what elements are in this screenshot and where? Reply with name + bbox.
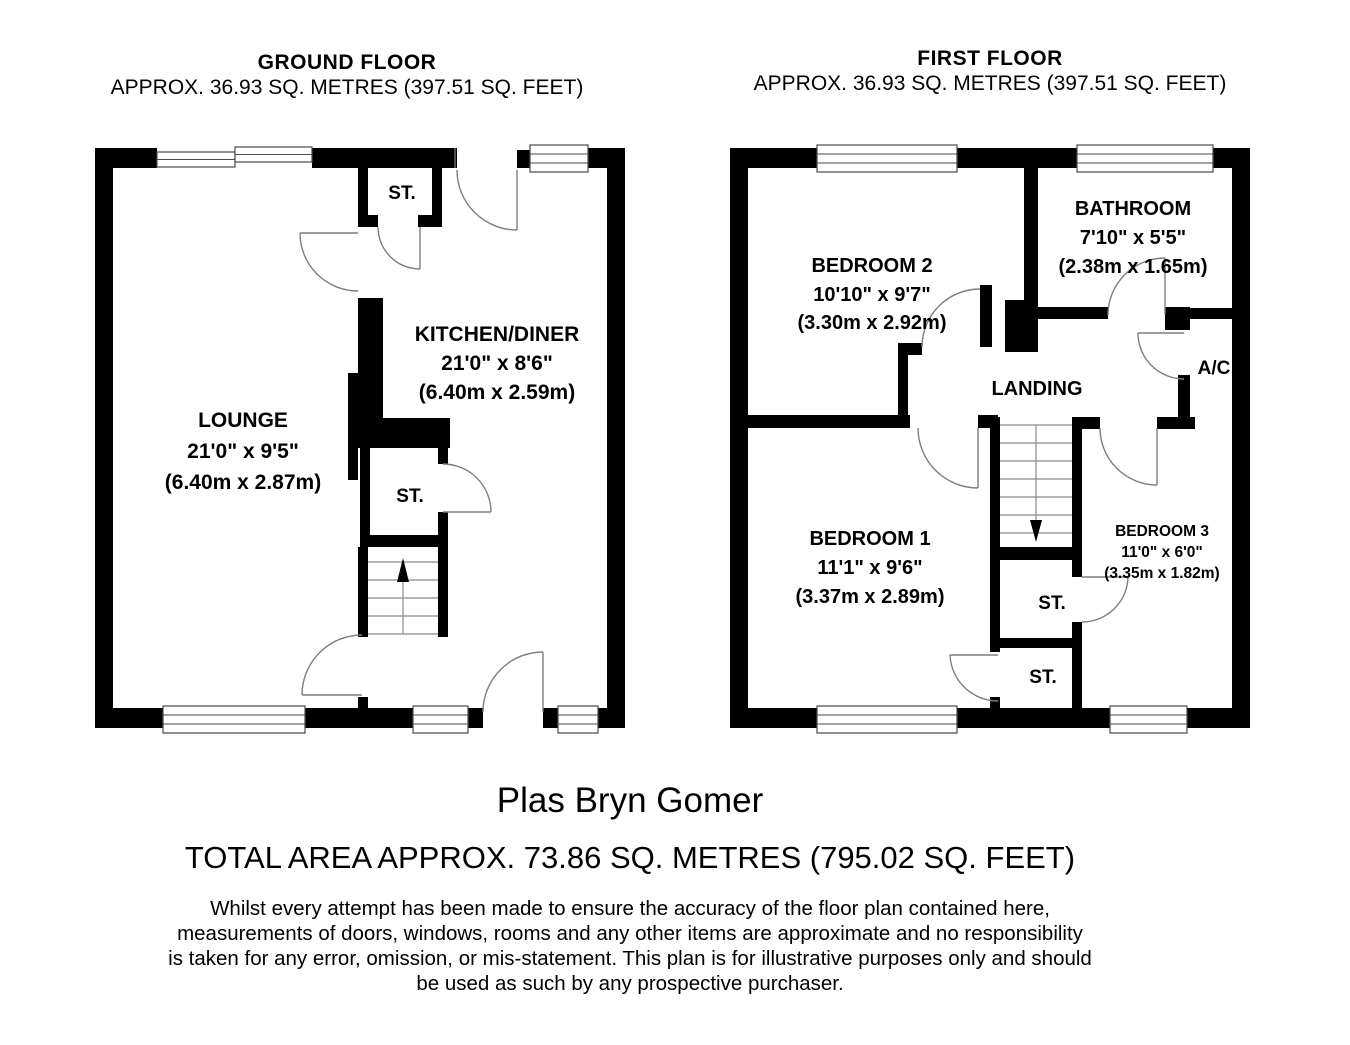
disclaimer-line-3: is taken for any error, omission, or mis-statement. This plan is for illustrative purposes only and should [168, 947, 1092, 970]
ff-bedroom2-size-imperial: 10'10" x 9'7" [813, 284, 931, 306]
ff-bedroom1-size-metric: (3.37m x 2.89m) [795, 586, 945, 608]
first-floor-plan [730, 47, 1250, 733]
gf-lounge-name: LOUNGE [198, 409, 288, 432]
footer [168, 781, 1092, 995]
gf-kitchen-size-metric: (6.40m x 2.59m) [418, 381, 576, 404]
gf-kitchen-name: KITCHEN/DINER [414, 323, 580, 346]
disclaimer-line-2: measurements of doors, windows, rooms and any other items are approximate and no responsibility [177, 922, 1083, 945]
ff-bedroom1-size-imperial: 11'1" x 9'6" [817, 557, 923, 579]
ff-store-lower-label: ST. [1029, 667, 1057, 688]
ff-store-upper-label: ST. [1038, 593, 1066, 614]
ff-airing-cupboard-label: A/C [1197, 358, 1231, 379]
ground-floor-plan [95, 51, 625, 733]
ff-landing-label: LANDING [991, 378, 1083, 400]
gf-interior-walls [348, 168, 450, 710]
gf-store-top-label: ST. [388, 183, 416, 204]
ff-bathroom-size-metric: (2.38m x 1.65m) [1058, 256, 1208, 278]
ff-stairs [1000, 425, 1072, 542]
property-name: Plas Bryn Gomer [496, 781, 764, 820]
ff-bathroom-name: BATHROOM [1074, 198, 1192, 220]
gf-lounge-size-imperial: 21'0" x 9'5" [187, 440, 299, 463]
ff-bedroom3-size-metric: (3.35m x 1.82m) [1104, 565, 1220, 582]
gf-store-mid-label: ST. [396, 486, 424, 507]
gf-lounge-size-metric: (6.40m x 2.87m) [164, 471, 322, 494]
ff-bedroom1-name: BEDROOM 1 [809, 528, 931, 550]
ground-floor-subtitle: APPROX. 36.93 SQ. METRES (397.51 SQ. FEET) [110, 76, 584, 99]
ff-bedroom3-name: BEDROOM 3 [1115, 523, 1209, 540]
disclaimer-line-4: be used as such by any prospective purchaser. [416, 972, 844, 995]
gf-kitchen-size-imperial: 21'0" x 8'6" [441, 352, 553, 375]
first-floor-title: FIRST FLOOR [917, 47, 1063, 70]
ff-bedroom3-size-imperial: 11'0" x 6'0" [1121, 544, 1203, 561]
first-floor-subtitle: APPROX. 36.93 SQ. METRES (397.51 SQ. FEET) [753, 72, 1227, 95]
total-area: TOTAL AREA APPROX. 73.86 SQ. METRES (795.02 SQ. FEET) [184, 840, 1076, 875]
ff-bedroom2-size-metric: (3.30m x 2.92m) [797, 312, 947, 334]
disclaimer-line-1: Whilst every attempt has been made to ensure the accuracy of the floor plan contained here, [210, 897, 1050, 920]
ff-interior-walls [748, 168, 1248, 710]
ground-floor-title: GROUND FLOOR [257, 51, 437, 74]
gf-stairs [368, 558, 438, 634]
ff-bathroom-size-imperial: 7'10" x 5'5" [1079, 227, 1187, 249]
ff-stairs-down-arrow [1030, 520, 1042, 542]
ff-bedroom2-name: BEDROOM 2 [811, 255, 933, 277]
